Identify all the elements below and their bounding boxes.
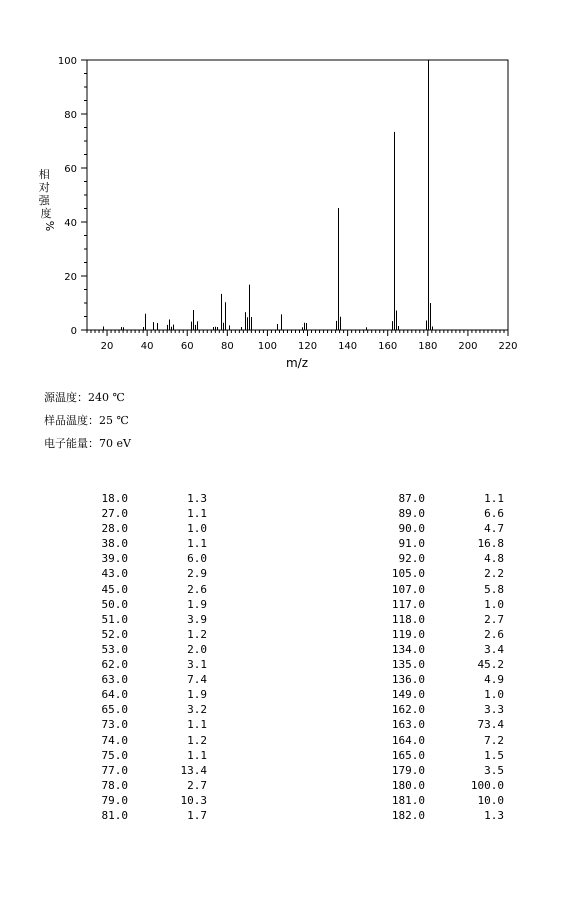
intensity-value: 2.6 xyxy=(187,582,207,596)
mz-value: 164.0 xyxy=(391,733,425,747)
x-tick-label: 120 xyxy=(297,341,318,352)
mz-value: 43.0 xyxy=(101,567,128,581)
intensity-value: 2.7 xyxy=(484,612,504,626)
y-axis-unit: % xyxy=(43,220,56,232)
electron-energy: 电子能量：70 eV xyxy=(44,437,131,450)
table-row xyxy=(300,521,530,536)
peak-table-right xyxy=(300,491,530,823)
table-row xyxy=(0,582,260,597)
intensity-value: 16.8 xyxy=(477,537,504,551)
x-tick-label: 180 xyxy=(418,341,438,352)
mz-value: 78.0 xyxy=(101,778,128,792)
table-row xyxy=(0,702,260,717)
intensity-value: 1.9 xyxy=(187,597,207,611)
intensity-value: 1.0 xyxy=(484,688,504,702)
mz-value: 149.0 xyxy=(391,688,425,702)
x-tick-label: 200 xyxy=(458,341,478,352)
mz-value: 180.0 xyxy=(391,778,425,792)
table-row xyxy=(300,717,530,732)
x-tick-label: 100 xyxy=(257,341,277,352)
table-row xyxy=(300,536,530,551)
intensity-value: 10.0 xyxy=(477,793,504,807)
mz-value: 107.0 xyxy=(391,582,425,596)
table-row xyxy=(0,566,260,581)
mz-value: 38.0 xyxy=(101,537,128,551)
intensity-value: 6.0 xyxy=(187,552,207,566)
table-row xyxy=(0,597,260,612)
table-row xyxy=(300,566,530,581)
table-row xyxy=(300,793,530,808)
intensity-value: 1.1 xyxy=(187,748,207,762)
table-row xyxy=(300,687,530,702)
intensity-value: 1.1 xyxy=(187,718,207,732)
table-row xyxy=(0,733,260,748)
intensity-value: 2.0 xyxy=(187,642,207,656)
table-row xyxy=(0,642,260,657)
intensity-value: 1.0 xyxy=(484,597,504,611)
y-tick-label: 40 xyxy=(64,218,77,229)
mz-value: 134.0 xyxy=(391,642,425,656)
table-row xyxy=(0,778,260,793)
mz-value: 51.0 xyxy=(101,612,128,626)
x-tick-label: 220 xyxy=(498,341,518,352)
intensity-value: 1.1 xyxy=(187,507,207,521)
mz-value: 81.0 xyxy=(101,808,128,822)
mz-value: 64.0 xyxy=(101,688,128,702)
table-row xyxy=(0,672,260,687)
mz-value: 179.0 xyxy=(391,763,425,777)
x-axis-label: m/z xyxy=(285,356,309,370)
table-row xyxy=(300,657,530,672)
intensity-value: 2.2 xyxy=(484,567,504,581)
intensity-value: 3.2 xyxy=(187,703,207,717)
intensity-value: 2.6 xyxy=(484,627,504,641)
y-tick-label: 20 xyxy=(64,272,77,283)
mz-value: 89.0 xyxy=(398,507,425,521)
intensity-value: 3.5 xyxy=(484,763,504,777)
intensity-value: 1.2 xyxy=(187,627,207,641)
mz-value: 135.0 xyxy=(391,658,425,672)
mz-value: 117.0 xyxy=(391,597,425,611)
mz-value: 162.0 xyxy=(391,703,425,717)
table-row xyxy=(300,491,530,506)
mz-value: 45.0 xyxy=(101,582,128,596)
table-row xyxy=(0,536,260,551)
table-row xyxy=(0,793,260,808)
mz-value: 74.0 xyxy=(101,733,128,747)
mz-value: 28.0 xyxy=(101,522,128,536)
table-row xyxy=(0,748,260,763)
mz-value: 77.0 xyxy=(101,763,128,777)
table-row xyxy=(0,717,260,732)
y-tick-label: 0 xyxy=(70,326,77,337)
intensity-value: 10.3 xyxy=(180,793,207,807)
intensity-value: 4.7 xyxy=(484,522,504,536)
mz-value: 27.0 xyxy=(101,507,128,521)
intensity-value: 1.9 xyxy=(187,688,207,702)
table-row xyxy=(0,521,260,536)
intensity-value: 1.3 xyxy=(484,808,504,822)
mz-value: 181.0 xyxy=(391,793,425,807)
x-tick-label: 80 xyxy=(220,341,234,352)
table-row xyxy=(0,627,260,642)
table-row xyxy=(300,597,530,612)
table-row xyxy=(300,582,530,597)
intensity-value: 45.2 xyxy=(477,658,504,672)
table-row xyxy=(0,506,260,521)
peak-table-left xyxy=(0,491,260,823)
intensity-value: 1.2 xyxy=(187,733,207,747)
table-row xyxy=(300,627,530,642)
intensity-value: 73.4 xyxy=(477,718,504,732)
mz-value: 53.0 xyxy=(101,642,128,656)
y-tick-label: 100 xyxy=(57,56,77,67)
mz-value: 182.0 xyxy=(391,808,425,822)
mz-value: 79.0 xyxy=(101,793,128,807)
table-row xyxy=(0,657,260,672)
y-tick-label: 80 xyxy=(64,110,77,121)
x-tick-label: 160 xyxy=(378,341,398,352)
table-row xyxy=(300,808,530,823)
mz-value: 92.0 xyxy=(398,552,425,566)
mz-value: 73.0 xyxy=(101,718,128,732)
mz-value: 105.0 xyxy=(391,567,425,581)
intensity-value: 1.3 xyxy=(187,492,207,505)
intensity-value: 4.9 xyxy=(484,673,504,687)
table-row xyxy=(300,763,530,778)
x-tick-label: 140 xyxy=(338,341,358,352)
intensity-value: 3.3 xyxy=(484,703,504,717)
plot-frame xyxy=(87,60,508,330)
mz-value: 39.0 xyxy=(101,552,128,566)
mz-value: 119.0 xyxy=(391,627,425,641)
table-row xyxy=(300,551,530,566)
mz-value: 163.0 xyxy=(391,718,425,732)
table-row xyxy=(300,733,530,748)
table-row xyxy=(300,748,530,763)
mz-value: 63.0 xyxy=(101,673,128,687)
x-tick-label: 20 xyxy=(100,341,114,352)
intensity-value: 2.7 xyxy=(187,778,207,792)
intensity-value: 3.9 xyxy=(187,612,207,626)
table-row xyxy=(300,642,530,657)
table-row xyxy=(300,506,530,521)
table-row xyxy=(0,808,260,823)
mz-value: 50.0 xyxy=(101,597,128,611)
mz-value: 62.0 xyxy=(101,658,128,672)
table-row xyxy=(300,702,530,717)
x-tick-label: 40 xyxy=(140,341,154,352)
intensity-value: 2.9 xyxy=(187,567,207,581)
intensity-value: 7.2 xyxy=(484,733,504,747)
intensity-value: 100.0 xyxy=(470,778,504,792)
mz-value: 91.0 xyxy=(398,537,425,551)
intensity-value: 7.4 xyxy=(187,673,207,687)
source-temperature: 源温度：240 ℃ xyxy=(44,391,125,404)
mass-spectrum-chart xyxy=(0,0,570,380)
table-row xyxy=(300,672,530,687)
mz-value: 52.0 xyxy=(101,627,128,641)
y-tick-label: 60 xyxy=(64,164,77,175)
mz-value: 18.0 xyxy=(101,492,128,505)
intensity-value: 6.6 xyxy=(484,507,504,521)
table-row xyxy=(300,612,530,627)
mz-value: 90.0 xyxy=(398,522,425,536)
mz-value: 118.0 xyxy=(391,612,425,626)
mz-value: 165.0 xyxy=(391,748,425,762)
table-row xyxy=(0,763,260,778)
intensity-value: 1.1 xyxy=(187,537,207,551)
mz-value: 75.0 xyxy=(101,748,128,762)
table-row xyxy=(0,491,260,506)
intensity-value: 1.0 xyxy=(187,522,207,536)
intensity-value: 1.5 xyxy=(484,748,504,762)
intensity-value: 3.4 xyxy=(484,642,504,656)
intensity-value: 13.4 xyxy=(180,763,207,777)
y-axis-label-chars: 相 对 强 度 xyxy=(38,168,52,220)
x-tick-label: 60 xyxy=(180,341,194,352)
table-row xyxy=(0,551,260,566)
table-row xyxy=(300,778,530,793)
intensity-value: 1.1 xyxy=(484,492,504,505)
table-row xyxy=(0,612,260,627)
mz-value: 136.0 xyxy=(391,673,425,687)
mz-value: 87.0 xyxy=(398,492,425,505)
sample-temperature: 样品温度：25 ℃ xyxy=(44,414,129,427)
intensity-value: 5.8 xyxy=(484,582,504,596)
intensity-value: 1.7 xyxy=(187,808,207,822)
intensity-value: 3.1 xyxy=(187,658,207,672)
table-row xyxy=(0,687,260,702)
intensity-value: 4.8 xyxy=(484,552,504,566)
mz-value: 65.0 xyxy=(101,703,128,717)
